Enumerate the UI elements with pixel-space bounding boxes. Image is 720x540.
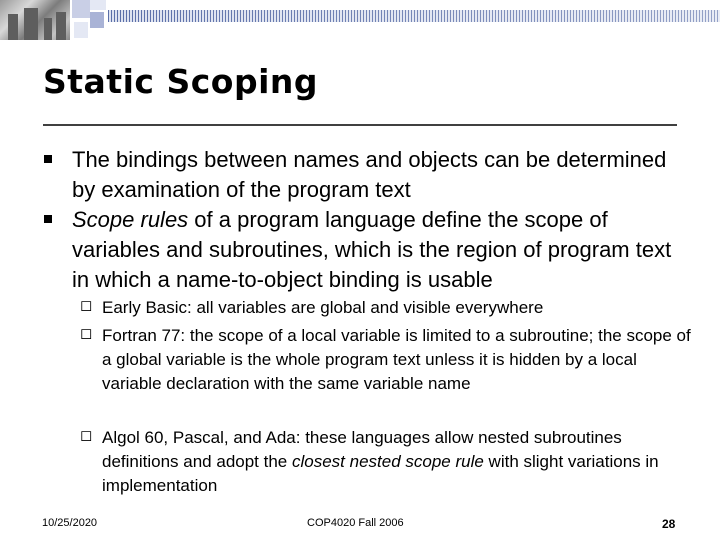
title-underline [43,124,677,126]
subbullet-text: Early Basic: all variables are global and visible everywhere [102,298,544,317]
hollow-square-bullet-icon: ◻ [80,325,93,342]
slide-number: 28 [662,517,676,531]
footer-date: 10/25/2020 [42,517,98,529]
bullet-text: The bindings between names and objects can be determined by examination of the program text [72,147,667,202]
decor-square [90,12,104,28]
campus-photo [0,0,70,40]
decor-square [74,22,88,38]
slide-title: Static Scoping [43,62,318,101]
square-bullet-icon [44,215,52,223]
footer-course: COP4020 Fall 2006 [307,517,404,529]
subbullet-text: Fortran 77: the scope of a local variable is limited to a subroutine; the scope of a global variable is the whole program text unless it is hidden by a local variable declaration with the same variable name [102,326,691,393]
scope-rules-term: Scope rules [72,207,189,232]
subbullet-text: Algol 60, Pascal, and Ada: these languages allow nested subroutines definitions and adopt the closest nested scope rule with slight variations in implementation [102,428,659,495]
decor-square [72,0,90,18]
hollow-square-bullet-icon: ◻ [80,427,93,444]
decor-square [90,0,106,10]
closest-nested-scope-rule-term: closest nested scope rule [291,452,484,471]
header-banner [0,0,720,40]
hollow-square-bullet-icon: ◻ [80,297,93,314]
square-bullet-icon [44,155,52,163]
bullet-text: Scope rules of a program language define the scope of variables and subroutines, which is the region of program text in which a name-to-object binding is usable [72,207,672,292]
